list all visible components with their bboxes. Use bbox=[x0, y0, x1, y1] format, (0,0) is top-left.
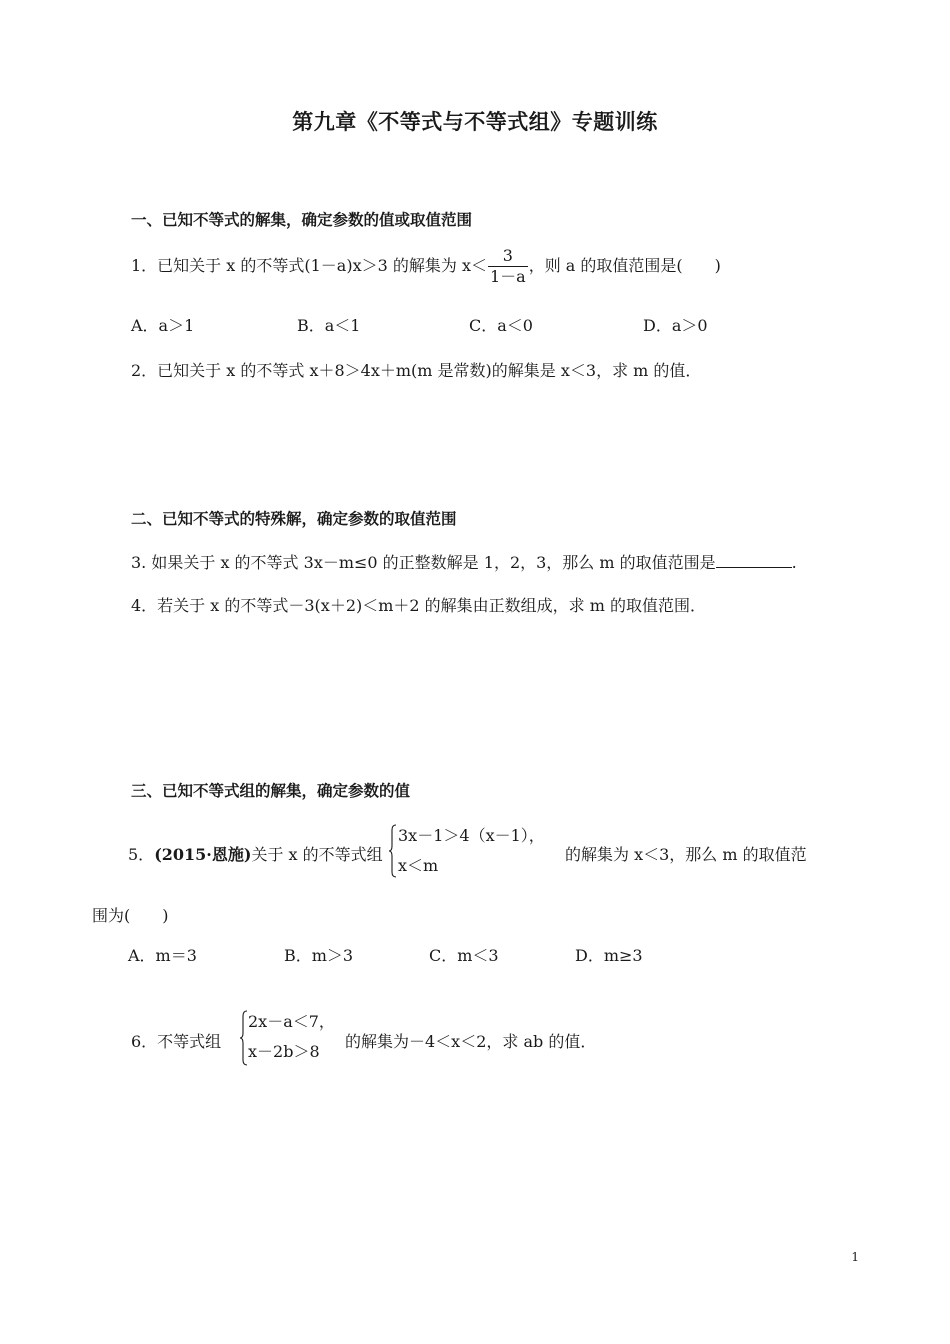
question-5-source: (2015·恩施) bbox=[154, 845, 252, 864]
question-3 bbox=[131, 550, 797, 573]
q1-option-a: A．a＞1 bbox=[131, 316, 195, 335]
system-brace-icon bbox=[239, 1010, 248, 1066]
fraction-numerator: 3 bbox=[502, 246, 513, 265]
question-5-number: 5． bbox=[128, 845, 155, 864]
question-2: 2．已知关于 x 的不等式 x＋8＞4x＋m(m 是常数)的解集是 x＜3，求 m 的值． bbox=[131, 361, 702, 380]
q1-option-c: C．a＜0 bbox=[469, 316, 533, 335]
question-5-continuation: 围为( ) bbox=[92, 906, 169, 925]
question-5-suffix: 的解集为 x＜3，那么 m 的取值范 bbox=[565, 845, 807, 864]
question-1-fraction bbox=[488, 248, 528, 285]
system-brace-icon bbox=[388, 824, 397, 878]
question-5-lead bbox=[128, 842, 383, 865]
system-6-line-2: x－2b＞8 bbox=[248, 1042, 320, 1061]
system-5-line-2: x＜m bbox=[398, 856, 439, 875]
question-3-prefix: 3. 如果关于 x 的不等式 3x－m≤0 的正整数解是 1，2，3，那么 m 的取值范围是 bbox=[131, 553, 716, 572]
question-4: 4．若关于 x 的不等式－3(x＋2)＜m＋2 的解集由正数组成，求 m 的取值范围． bbox=[131, 596, 707, 615]
q1-option-b: B．a＜1 bbox=[297, 316, 361, 335]
system-6 bbox=[248, 1007, 335, 1067]
page-number: 1 bbox=[851, 1250, 859, 1264]
q1-option-d: D．a＞0 bbox=[643, 316, 708, 335]
system-5-line-1: 3x－1＞4（x－1）， bbox=[398, 826, 545, 845]
question-3-suffix: . bbox=[791, 553, 797, 572]
question-1-suffix: ，则 a 的取值范围是( ) bbox=[528, 256, 721, 275]
fraction-denominator: 1－a bbox=[489, 267, 526, 286]
question-6-suffix: 的解集为－4＜x＜2，求 ab 的值． bbox=[345, 1032, 597, 1051]
page-title: 第九章《不等式与不等式组》专题训练 bbox=[292, 110, 658, 134]
q5-option-d: D．m≥3 bbox=[575, 946, 643, 965]
q5-option-c: C．m＜3 bbox=[429, 946, 499, 965]
section-heading-1: 一、已知不等式的解集，确定参数的值或取值范围 bbox=[131, 211, 473, 229]
section-heading-3: 三、已知不等式组的解集，确定参数的值 bbox=[131, 782, 411, 800]
question-6-prefix: 6．不等式组 bbox=[131, 1032, 222, 1051]
question-1-prefix: 1．已知关于 x 的不等式(1－a)x＞3 的解集为 x＜ bbox=[131, 256, 487, 275]
q5-option-b: B．m＞3 bbox=[284, 946, 354, 965]
question-5-prefix: 关于 x 的不等式组 bbox=[251, 845, 383, 864]
section-heading-2: 二、已知不等式的特殊解，确定参数的取值范围 bbox=[131, 510, 457, 528]
system-6-line-1: 2x－a＜7， bbox=[248, 1012, 335, 1031]
q5-option-a: A．m＝3 bbox=[128, 946, 197, 965]
system-5 bbox=[398, 821, 545, 881]
question-1 bbox=[131, 248, 721, 285]
answer-blank bbox=[716, 553, 792, 568]
